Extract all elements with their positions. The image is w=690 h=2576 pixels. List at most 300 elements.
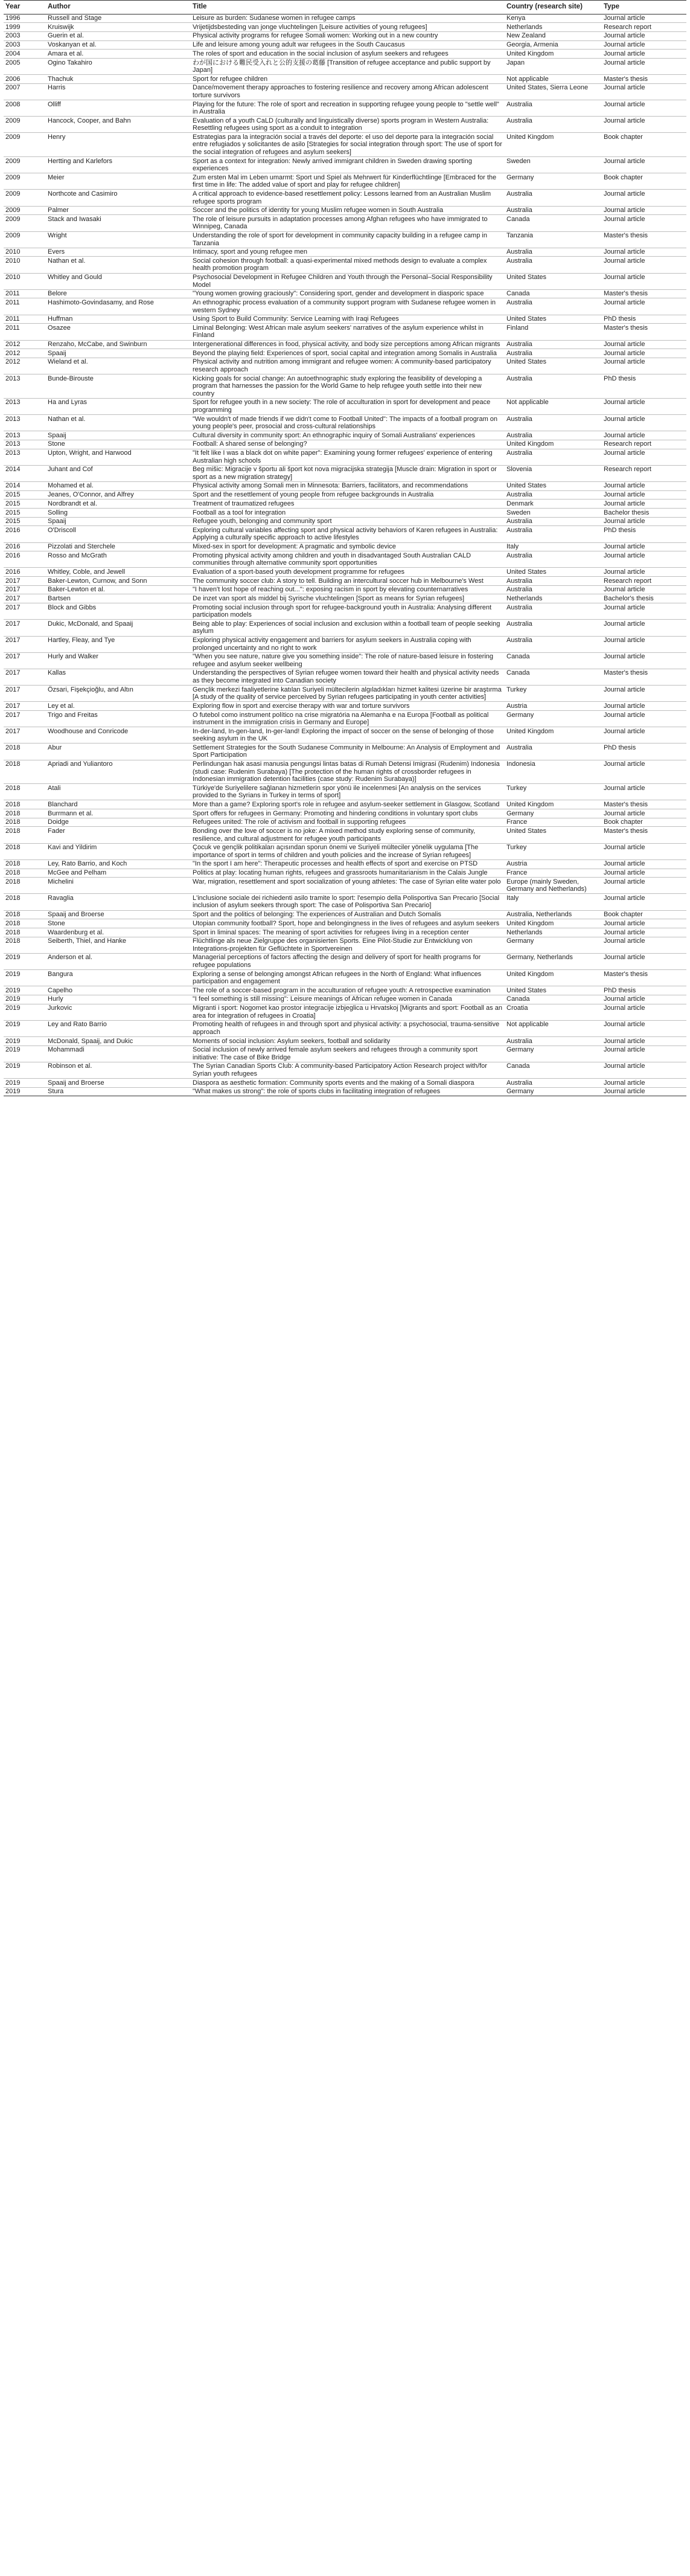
cell-title: De inzet van sport als middel bij Syrische vluchtelingen [Sport as means for Syrian refugees] bbox=[191, 594, 505, 603]
cell-country: United States bbox=[505, 315, 602, 324]
table-row bbox=[4, 652, 686, 669]
table-row bbox=[4, 374, 686, 399]
cell-type: Journal article bbox=[602, 215, 686, 231]
cell-type: Journal article bbox=[602, 1079, 686, 1088]
cell-title: The roles of sport and education in the social inclusion of asylum seekers and refugees bbox=[191, 50, 505, 59]
cell-title: Being able to play: Experiences of social inclusion and exclusion within a football team of people seeking asylum bbox=[191, 620, 505, 636]
cell-year: 2013 bbox=[4, 398, 46, 414]
table-row bbox=[4, 206, 686, 215]
cell-type: Master's thesis bbox=[602, 669, 686, 685]
cell-title: Sport and the resettlement of young people from refugee backgrounds in Australia bbox=[191, 490, 505, 499]
cell-title: Sport for refugee youth in a new society: The role of acculturation in sport for development and peace programming bbox=[191, 398, 505, 414]
cell-author: Stura bbox=[46, 1087, 191, 1096]
cell-country: Germany bbox=[505, 1087, 602, 1096]
cell-year: 2019 bbox=[4, 1020, 46, 1036]
cell-type: Journal article bbox=[602, 727, 686, 744]
cell-author: Robinson et al. bbox=[46, 1062, 191, 1078]
cell-year: 2016 bbox=[4, 526, 46, 542]
table-row bbox=[4, 669, 686, 685]
cell-year: 2017 bbox=[4, 710, 46, 727]
cell-year: 2016 bbox=[4, 551, 46, 568]
cell-year: 2018 bbox=[4, 800, 46, 809]
cell-country: Australia, Netherlands bbox=[505, 910, 602, 919]
cell-type: Journal article bbox=[602, 100, 686, 117]
table-row bbox=[4, 953, 686, 969]
cell-year: 2013 bbox=[4, 440, 46, 449]
table-row bbox=[4, 577, 686, 586]
table-row bbox=[4, 568, 686, 577]
cell-author: Baker-Lewton, Curnow, and Sonn bbox=[46, 577, 191, 586]
cell-country: Canada bbox=[505, 215, 602, 231]
cell-author: Henry bbox=[46, 133, 191, 157]
cell-country: Finland bbox=[505, 324, 602, 340]
cell-country: Australia bbox=[505, 298, 602, 315]
table-row bbox=[4, 157, 686, 173]
cell-author: Hashimoto-Govindasamy, and Rose bbox=[46, 298, 191, 315]
cell-year: 2009 bbox=[4, 190, 46, 206]
cell-type: Journal article bbox=[602, 843, 686, 859]
cell-country: Australia bbox=[505, 340, 602, 349]
table-row bbox=[4, 1079, 686, 1088]
cell-country: Australia bbox=[505, 431, 602, 440]
cell-author: Solling bbox=[46, 508, 191, 517]
cell-author: Olliff bbox=[46, 100, 191, 117]
cell-year: 2015 bbox=[4, 490, 46, 499]
cell-title: Diaspora as aesthetic formation: Community sports events and the making of a Somali diaspora bbox=[191, 1079, 505, 1088]
cell-title: わが国における難民受入れと公的支援の葛藤 [Transition of refugee acceptance and public support by Japan] bbox=[191, 58, 505, 74]
cell-type: Journal article bbox=[602, 620, 686, 636]
table-row bbox=[4, 215, 686, 231]
cell-year: 2009 bbox=[4, 206, 46, 215]
cell-author: Fader bbox=[46, 827, 191, 843]
cell-year: 2009 bbox=[4, 133, 46, 157]
cell-year: 2003 bbox=[4, 40, 46, 50]
table-row bbox=[4, 843, 686, 859]
cell-country: Australia bbox=[505, 257, 602, 273]
cell-author: Nathan et al. bbox=[46, 414, 191, 431]
cell-country: Sweden bbox=[505, 157, 602, 173]
table-row bbox=[4, 919, 686, 928]
cell-author: Harris bbox=[46, 83, 191, 100]
cell-country: France bbox=[505, 818, 602, 827]
cell-year: 1996 bbox=[4, 14, 46, 23]
cell-title: Refugee youth, belonging and community sport bbox=[191, 517, 505, 526]
table-row bbox=[4, 585, 686, 594]
table-row bbox=[4, 526, 686, 542]
cell-year: 1999 bbox=[4, 23, 46, 32]
table-row bbox=[4, 23, 686, 32]
table-row bbox=[4, 449, 686, 465]
cell-author: Abur bbox=[46, 744, 191, 760]
cell-author: Kallas bbox=[46, 669, 191, 685]
cell-type: Journal article bbox=[602, 686, 686, 702]
table-row bbox=[4, 702, 686, 711]
cell-author: Hartley, Fleay, and Tye bbox=[46, 636, 191, 652]
table-row bbox=[4, 83, 686, 100]
cell-title: "I feel something is still missing": Leisure meanings of African refugee women in Canada bbox=[191, 995, 505, 1004]
cell-title: Physical activity programs for refugee Somali women: Working out in a new country bbox=[191, 31, 505, 40]
cell-title: "Young women growing graciously": Considering sport, gender and development in diasporic space bbox=[191, 289, 505, 298]
table-row bbox=[4, 1020, 686, 1036]
table-row bbox=[4, 970, 686, 986]
cell-title: Playing for the future: The role of sport and recreation in supporting refugee young people to "settle well" in Australia bbox=[191, 100, 505, 117]
cell-author: Ley and Rato Barrio bbox=[46, 1020, 191, 1036]
cell-country: Australia bbox=[505, 490, 602, 499]
cell-type: Research report bbox=[602, 440, 686, 449]
cell-author: Stone bbox=[46, 919, 191, 928]
cell-type: Journal article bbox=[602, 349, 686, 358]
cell-title: Liminal Belonging: West African male asylum seekers' narratives of the asylum experience whilst in Finland bbox=[191, 324, 505, 340]
cell-title: Perlindungan hak asasi manusia pengungsi lintas batas di Rumah Detensi Imigrasi (Rudenim) Indonesia (studi case: Rudenim Surabaya) [The protection of the human rights of crossborder refugees in Indonesian immigration detention facilities (case study: Rudenim Surabaya)] bbox=[191, 760, 505, 784]
cell-author: Seiberth, Thiel, and Hanke bbox=[46, 937, 191, 953]
cell-author: Dukic, McDonald, and Spaaij bbox=[46, 620, 191, 636]
cell-title: Evaluation of a youth CaLD (culturally and linguistically diverse) sports program in Western Australia: Resettling refugees using sport as a conduit to integration bbox=[191, 117, 505, 133]
cell-type: Journal article bbox=[602, 257, 686, 273]
cell-author: Nordbrandt et al. bbox=[46, 499, 191, 509]
cell-title: Exploring physical activity engagement and barriers for asylum seekers in Australia coping with prolonged uncertainty and no right to work bbox=[191, 636, 505, 652]
table-row bbox=[4, 620, 686, 636]
cell-type: Journal article bbox=[602, 431, 686, 440]
cell-author: Huffman bbox=[46, 315, 191, 324]
cell-type: Journal article bbox=[602, 414, 686, 431]
table-row bbox=[4, 173, 686, 190]
cell-title: Sport as a context for integration: Newly arrived immigrant children in Sweden drawing sporting experiences bbox=[191, 157, 505, 173]
table-row bbox=[4, 273, 686, 289]
cell-title: Flüchtlinge als neue Zielgruppe des organisierten Sports. Eine Pilot-Studie zur Entwicklung von Integrations-projekten für Geflüchtete in Sportvereinen bbox=[191, 937, 505, 953]
cell-author: Capelho bbox=[46, 986, 191, 995]
cell-author: Hurly and Walker bbox=[46, 652, 191, 669]
table-row bbox=[4, 58, 686, 74]
cell-title: Social cohesion through football: a quasi-experimental mixed methods design to evaluate a complex health promotion program bbox=[191, 257, 505, 273]
cell-author: Kruiswijk bbox=[46, 23, 191, 32]
table-row bbox=[4, 784, 686, 800]
table-row bbox=[4, 324, 686, 340]
cell-year: 2009 bbox=[4, 231, 46, 248]
table-row bbox=[4, 636, 686, 652]
cell-title: Soccer and the politics of identity for young Muslim refugee women in South Australia bbox=[191, 206, 505, 215]
cell-type: PhD thesis bbox=[602, 986, 686, 995]
table-row bbox=[4, 859, 686, 869]
cell-author: Doidge bbox=[46, 818, 191, 827]
cell-type: Journal article bbox=[602, 710, 686, 727]
cell-country: Tanzania bbox=[505, 231, 602, 248]
cell-type: Master's thesis bbox=[602, 231, 686, 248]
table-row bbox=[4, 686, 686, 702]
cell-title: The role of a soccer-based program in the acculturation of refugee youth: A retrospective examination bbox=[191, 986, 505, 995]
cell-title: Estrategias para la integración social a través del deporte: el uso del deporte para la integración social entre refugiados y solicitantes de asilo [Strategies for social integration through sport: The use of sport for the social integration of refugees and asylum seekers] bbox=[191, 133, 505, 157]
cell-year: 2017 bbox=[4, 686, 46, 702]
cell-year: 2015 bbox=[4, 517, 46, 526]
table-row bbox=[4, 398, 686, 414]
cell-author: Block and Gibbs bbox=[46, 603, 191, 620]
table-row bbox=[4, 358, 686, 374]
cell-title: Türkiye'de Suriyelilere sağlanan hizmetlerin spor yönü ile incelenmesi [An analysis on the services provided to the Syrians in Turkey in terms of sport] bbox=[191, 784, 505, 800]
cell-type: PhD thesis bbox=[602, 374, 686, 399]
cell-country: Australia bbox=[505, 349, 602, 358]
cell-author: Rosso and McGrath bbox=[46, 551, 191, 568]
cell-year: 2015 bbox=[4, 508, 46, 517]
cell-title: Intergenerational differences in food, physical activity, and body size perceptions among African migrants bbox=[191, 340, 505, 349]
cell-year: 2015 bbox=[4, 499, 46, 509]
cell-author: Nathan et al. bbox=[46, 257, 191, 273]
cell-type: Journal article bbox=[602, 517, 686, 526]
cell-author: Whitley and Gould bbox=[46, 273, 191, 289]
table-row bbox=[4, 744, 686, 760]
cell-country: United States bbox=[505, 827, 602, 843]
cell-type: Journal article bbox=[602, 937, 686, 953]
cell-type: Journal article bbox=[602, 702, 686, 711]
cell-title: Settlement Strategies for the South Sudanese Community in Melbourne: An Analysis of Employment and Sport Participation bbox=[191, 744, 505, 760]
cell-type: Journal article bbox=[602, 83, 686, 100]
cell-author: Apriadi and Yuliantoro bbox=[46, 760, 191, 784]
cell-year: 2018 bbox=[4, 869, 46, 878]
cell-title: Gençlik merkezi faaliyetlerine katılan Suriyeli mültecilerin algıladıkları hizmet kalitesi üzerine bir araştırma [A study of the quality of service perceived by Syrian refugees participating in youth center activities] bbox=[191, 686, 505, 702]
cell-country: Australia bbox=[505, 585, 602, 594]
cell-title: Promoting social inclusion through sport for refugee-background youth in Australia: Analysing different participation models bbox=[191, 603, 505, 620]
cell-author: Ogino Takahiro bbox=[46, 58, 191, 74]
cell-country: United Kingdom bbox=[505, 727, 602, 744]
cell-author: Ha and Lyras bbox=[46, 398, 191, 414]
cell-title: "What makes us strong": the role of sports clubs in facilitating integration of refugees bbox=[191, 1087, 505, 1096]
cell-year: 2017 bbox=[4, 652, 46, 669]
table-row bbox=[4, 414, 686, 431]
cell-title: Politics at play: locating human rights, refugees and grassroots humanitarianism in the Calais Jungle bbox=[191, 869, 505, 878]
cell-type: Research report bbox=[602, 465, 686, 481]
cell-country: Sweden bbox=[505, 508, 602, 517]
cell-type: Journal article bbox=[602, 928, 686, 937]
cell-year: 2009 bbox=[4, 117, 46, 133]
cell-year: 2014 bbox=[4, 481, 46, 490]
cell-type: Journal article bbox=[602, 869, 686, 878]
cell-title: Mixed-sex in sport for development: A pragmatic and symbolic device bbox=[191, 542, 505, 551]
cell-author: Spaaij and Broerse bbox=[46, 1079, 191, 1088]
header-type: Type bbox=[602, 1, 686, 14]
cell-type: Journal article bbox=[602, 995, 686, 1004]
cell-type: Master's thesis bbox=[602, 75, 686, 84]
table-row bbox=[4, 465, 686, 481]
cell-type: Journal article bbox=[602, 585, 686, 594]
cell-country: Netherlands bbox=[505, 23, 602, 32]
header-row bbox=[4, 1, 686, 14]
cell-year: 2013 bbox=[4, 449, 46, 465]
cell-year: 2019 bbox=[4, 995, 46, 1004]
cell-author: Waardenburg et al. bbox=[46, 928, 191, 937]
cell-author: Stone bbox=[46, 440, 191, 449]
cell-title: Çocuk ve gençlik politikaları açısından sporun önemi ve Suriyeli mülteciler yönelik uygulama [The importance of sport in terms of children and youth policies and the increase of Syrian refugees] bbox=[191, 843, 505, 859]
cell-title: Physical activity among Somali men in Minnesota: Barriers, facilitators, and recommendations bbox=[191, 481, 505, 490]
cell-year: 2018 bbox=[4, 827, 46, 843]
cell-type: Journal article bbox=[602, 449, 686, 465]
table-row bbox=[4, 1004, 686, 1020]
cell-type: PhD thesis bbox=[602, 526, 686, 542]
cell-type: PhD thesis bbox=[602, 315, 686, 324]
header-author: Author bbox=[46, 1, 191, 14]
cell-author: Belore bbox=[46, 289, 191, 298]
table-row bbox=[4, 1036, 686, 1045]
table-header bbox=[4, 1, 686, 14]
cell-year: 2019 bbox=[4, 1045, 46, 1062]
cell-author: Whitley, Coble, and Jewell bbox=[46, 568, 191, 577]
cell-title: Life and leisure among young adult war refugees in the South Caucasus bbox=[191, 40, 505, 50]
cell-year: 2018 bbox=[4, 937, 46, 953]
literature-table bbox=[4, 0, 686, 1096]
cell-author: Osazee bbox=[46, 324, 191, 340]
cell-country: Germany bbox=[505, 1045, 602, 1062]
cell-author: Amara et al. bbox=[46, 50, 191, 59]
cell-type: Journal article bbox=[602, 1020, 686, 1036]
cell-type: Journal article bbox=[602, 859, 686, 869]
cell-country: Australia bbox=[505, 206, 602, 215]
cell-country: Australia bbox=[505, 1079, 602, 1088]
table-row bbox=[4, 937, 686, 953]
cell-country: Australia bbox=[505, 577, 602, 586]
table-row bbox=[4, 298, 686, 315]
cell-author: Russell and Stage bbox=[46, 14, 191, 23]
cell-author: Trigo and Freitas bbox=[46, 710, 191, 727]
cell-type: Journal article bbox=[602, 358, 686, 374]
table-row bbox=[4, 1045, 686, 1062]
table-row bbox=[4, 231, 686, 248]
cell-country: Canada bbox=[505, 1062, 602, 1078]
cell-author: Bartsen bbox=[46, 594, 191, 603]
table-row bbox=[4, 315, 686, 324]
cell-country: United States bbox=[505, 358, 602, 374]
cell-year: 2017 bbox=[4, 702, 46, 711]
cell-type: Bachelor thesis bbox=[602, 508, 686, 517]
cell-year: 2017 bbox=[4, 620, 46, 636]
cell-country: Slovenia bbox=[505, 465, 602, 481]
cell-title: Beyond the playing field: Experiences of sport, social capital and integration among Somalis in Australia bbox=[191, 349, 505, 358]
table-row bbox=[4, 133, 686, 157]
cell-type: Journal article bbox=[602, 190, 686, 206]
cell-title: Exploring a sense of belonging amongst African refugees in the North of England: What influences participation and engagement bbox=[191, 970, 505, 986]
cell-title: Evaluation of a sport-based youth development programme for refugees bbox=[191, 568, 505, 577]
cell-author: Michelini bbox=[46, 878, 191, 894]
cell-country: United Kingdom bbox=[505, 133, 602, 157]
cell-type: Journal article bbox=[602, 481, 686, 490]
cell-year: 2017 bbox=[4, 603, 46, 620]
cell-author: Meier bbox=[46, 173, 191, 190]
table-row bbox=[4, 995, 686, 1004]
table-row bbox=[4, 14, 686, 23]
cell-year: 2019 bbox=[4, 986, 46, 995]
cell-year: 2012 bbox=[4, 349, 46, 358]
cell-author: Ley, Rato Barrio, and Koch bbox=[46, 859, 191, 869]
cell-author: Atali bbox=[46, 784, 191, 800]
table-row bbox=[4, 289, 686, 298]
cell-year: 2018 bbox=[4, 878, 46, 894]
cell-year: 2017 bbox=[4, 636, 46, 652]
cell-year: 2010 bbox=[4, 257, 46, 273]
cell-country: Canada bbox=[505, 289, 602, 298]
cell-country: Austria bbox=[505, 702, 602, 711]
cell-author: Burrmann et al. bbox=[46, 809, 191, 818]
cell-title: Beg mišic: Migracije v športu ali šport kot nova migracijska strategija [Muscle drain: Migration in sport or sport as a new migration strategy] bbox=[191, 465, 505, 481]
table-row bbox=[4, 490, 686, 499]
table-row bbox=[4, 809, 686, 818]
cell-year: 2018 bbox=[4, 760, 46, 784]
cell-author: Bunde-Birouste bbox=[46, 374, 191, 399]
table-row bbox=[4, 349, 686, 358]
cell-author: Renzaho, McCabe, and Swinburn bbox=[46, 340, 191, 349]
cell-title: "In the sport I am here": Therapeutic processes and health effects of sport and exercise on PTSD bbox=[191, 859, 505, 869]
cell-title: Bonding over the love of soccer is no joke: A mixed method study exploring sense of community, resilience, and cultural adjustment for refugee youth participants bbox=[191, 827, 505, 843]
cell-title: Sport and the politics of belonging: The experiences of Australian and Dutch Somalis bbox=[191, 910, 505, 919]
cell-country: Australia bbox=[505, 603, 602, 620]
table-row bbox=[4, 431, 686, 440]
cell-author: Özsari, Fişekçioğlu, and Altın bbox=[46, 686, 191, 702]
cell-country: Australia bbox=[505, 517, 602, 526]
cell-author: Woodhouse and Conricode bbox=[46, 727, 191, 744]
cell-country: United States bbox=[505, 273, 602, 289]
cell-country: Germany bbox=[505, 937, 602, 953]
cell-title: Intimacy, sport and young refugee men bbox=[191, 248, 505, 257]
cell-year: 2018 bbox=[4, 910, 46, 919]
cell-title: "When you see nature, nature give you something inside": The role of nature-based leisure in fostering refugee and asylum seeker wellbeing bbox=[191, 652, 505, 669]
cell-type: Journal article bbox=[602, 1004, 686, 1020]
cell-title: Refugees united: The role of activism and football in supporting refugees bbox=[191, 818, 505, 827]
table-row bbox=[4, 818, 686, 827]
cell-country: United States bbox=[505, 481, 602, 490]
cell-type: Journal article bbox=[602, 652, 686, 669]
cell-year: 2018 bbox=[4, 843, 46, 859]
cell-country: United Kingdom bbox=[505, 800, 602, 809]
table-row bbox=[4, 760, 686, 784]
cell-type: Research report bbox=[602, 23, 686, 32]
cell-country: Australia bbox=[505, 449, 602, 465]
cell-title: O futebol como instrument político na crise migratória na Alemanha e na Europa [Football as political instrument in the immigration crisis in Germany and Europe] bbox=[191, 710, 505, 727]
cell-title: War, migration, resettlement and sport socialization of young athletes: The case of Syrian elite water polo bbox=[191, 878, 505, 894]
cell-type: Book chapter bbox=[602, 173, 686, 190]
cell-country: Italy bbox=[505, 542, 602, 551]
cell-author: Spaaij bbox=[46, 349, 191, 358]
cell-author: McDonald, Spaaij, and Dukic bbox=[46, 1036, 191, 1045]
cell-year: 2019 bbox=[4, 1079, 46, 1088]
cell-title: Kicking goals for social change: An autoethnographic study exploring the feasibility of developing a program that harnesses the passion for the World Game to help refugee youth settle into their new country bbox=[191, 374, 505, 399]
cell-year: 2019 bbox=[4, 1004, 46, 1020]
cell-type: Journal article bbox=[602, 398, 686, 414]
cell-author: Palmer bbox=[46, 206, 191, 215]
cell-title: Sport in liminal spaces: The meaning of sport activities for refugees living in a reception center bbox=[191, 928, 505, 937]
table-row bbox=[4, 986, 686, 995]
cell-title: Vrijetijdsbesteding van jonge vluchtelingen [Leisure activities of young refugees] bbox=[191, 23, 505, 32]
cell-title: Dance/movement therapy approaches to fostering resilience and recovery among African adolescent torture survivors bbox=[191, 83, 505, 100]
cell-year: 2006 bbox=[4, 75, 46, 84]
cell-type: Book chapter bbox=[602, 133, 686, 157]
cell-country: Canada bbox=[505, 652, 602, 669]
table-row bbox=[4, 440, 686, 449]
cell-title: A critical approach to evidence-based resettlement policy: Lessons learned from an Australian Muslim refugee sports program bbox=[191, 190, 505, 206]
table-row bbox=[4, 894, 686, 910]
cell-type: Journal article bbox=[602, 784, 686, 800]
cell-title: In-der-land, In-gen-land, In-ger-land! Exploring the impact of soccer on the sense of belonging of those seeking asylum in the UK bbox=[191, 727, 505, 744]
table-row bbox=[4, 594, 686, 603]
cell-country: Not applicable bbox=[505, 1020, 602, 1036]
cell-type: Journal article bbox=[602, 31, 686, 40]
cell-type: Master's thesis bbox=[602, 827, 686, 843]
table-body bbox=[4, 14, 686, 1096]
cell-title: The community soccer club: A story to tell. Building an intercultural soccer hub in Melbourne's West bbox=[191, 577, 505, 586]
cell-title: Sport offers for refugees in Germany: Promoting and hindering conditions in voluntary sport clubs bbox=[191, 809, 505, 818]
cell-title: Psychosocial Development in Refugee Children and Youth through the Personal–Social Responsibility Model bbox=[191, 273, 505, 289]
cell-type: Master's thesis bbox=[602, 289, 686, 298]
table-row bbox=[4, 508, 686, 517]
cell-title: Migranti i sport: Nogomet kao prostor integracije izbjeglica u Hrvatskoj [Migrants and sport: Football as an area for integration of refugees in Croatia] bbox=[191, 1004, 505, 1020]
cell-author: Spaaij bbox=[46, 517, 191, 526]
cell-type: Journal article bbox=[602, 157, 686, 173]
cell-country: Turkey bbox=[505, 843, 602, 859]
cell-country: Canada bbox=[505, 669, 602, 685]
